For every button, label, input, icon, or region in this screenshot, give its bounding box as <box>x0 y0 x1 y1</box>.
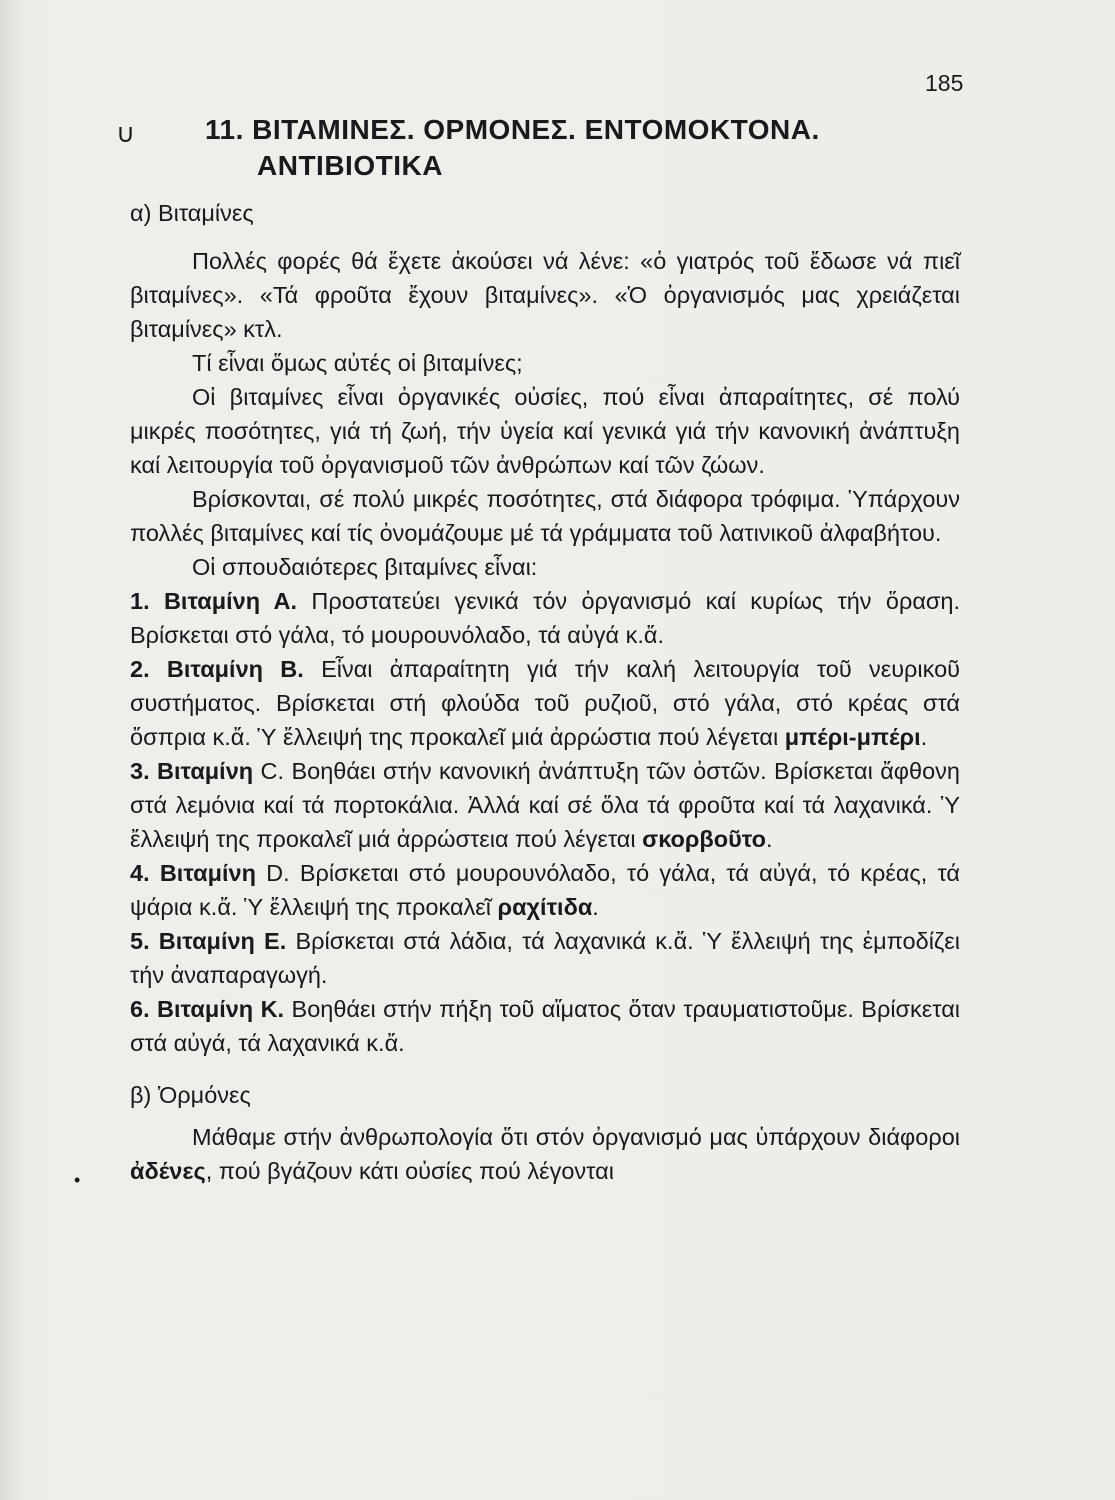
list-item <box>130 856 960 924</box>
margin-bullet: • <box>74 1170 81 1190</box>
chapter-title-line-1: 11. ΒΙΤΑΜΙΝΕΣ. ΟΡΜΟΝΕΣ. ΕΝΤΟΜΟΚΤΟΝΑ. <box>205 114 820 145</box>
paragraph <box>130 1120 960 1188</box>
paragraph: Οἱ σπουδαιότερες βιταμίνες εἶναι: <box>192 554 538 580</box>
paragraph: Οἱ βιταμίνες εἶναι ὀργανικές οὐσίες, πού εἶναι ἀπαραίτητες, σέ πολύ μικρές ποσότητες, γιά τή ζωή, τήν ὑγεία καί γενικά γιά τήν κανονική ἀνάπτυξη καί λειτουργία τοῦ ὀργανισμοῦ τῶν ἀνθρώπων καί τῶν ζώων. <box>130 384 960 478</box>
page-content <box>130 196 960 1188</box>
list-item-letter: C. <box>260 758 285 784</box>
list-item-text-end: . <box>766 826 773 852</box>
bold-term: ἀδένες <box>130 1158 206 1184</box>
paragraph: Βρίσκονται, σέ πολύ μικρές ποσότητες, στά διάφορα τρόφιμα. Ὑπάρχουν πολλές βιταμίνες καί τίς ὀνομάζουμε μέ τά γράμματα τοῦ λατινικοῦ ἀλφαβήτου. <box>130 486 960 546</box>
list-item-number: 5. <box>130 928 150 954</box>
chapter-title <box>205 112 820 184</box>
list-item-label: Βιταμίνη Κ. <box>157 996 285 1022</box>
section-heading-hormones: β) Ὁρμόνες <box>130 1082 251 1108</box>
list-item-number: 2. <box>130 656 150 682</box>
list-item-text: Βρίσκεται στά λάδια, τά λαχανικά κ.ἄ. Ὑ ἔλλειψή της ἐμποδίζει τήν ἀναπαραγωγή. <box>130 928 960 988</box>
list-item-text-end: . <box>592 894 599 920</box>
list-item-label: Βιταμίνη <box>157 758 254 784</box>
list-item-bold-term: μπέρι-μπέρι <box>784 724 921 750</box>
list-item <box>130 924 960 992</box>
list-item-label: Βιταμίνη Ε. <box>158 928 287 954</box>
list-item-text: Προστατεύει γενικά τόν ὀργανισμό καί κυρίως τήν ὅραση. Βρίσκεται στό γάλα, τό μουρουνόλαδο, τά αὐγά κ.ἄ. <box>130 588 961 648</box>
list-item-number: 6. <box>130 996 150 1022</box>
page-number: 185 <box>925 70 964 96</box>
chapter-title-line-2: ΑΝΤΙΒΙΟΤΙΚΑ <box>257 150 443 181</box>
list-item-number: 1. <box>130 588 150 614</box>
paragraph: Τί εἶναι ὅμως αὐτές οἱ βιταμίνες; <box>192 350 523 376</box>
list-item-text-end: . <box>920 724 928 750</box>
margin-mark: ∪ <box>116 118 136 148</box>
list-item <box>130 584 960 652</box>
section-heading-vitamins: α) Βιταμίνες <box>130 200 254 226</box>
paragraph: Πολλές φορές θά ἔχετε ἀκούσει νά λένε: «ὁ γιατρός τοῦ ἔδωσε νά πιεῖ βιταμίνες». «Τά φροῦτα ἔχουν βιταμίνες». «Ὁ ὀργανισμός μας χρειάζεται βιταμίνες» κτλ. <box>130 248 960 342</box>
list-item-label: Βιταμίνη Β. <box>166 656 304 682</box>
list-item-bold-term: σκορβοῦτο <box>642 826 766 852</box>
paragraph-text: Μάθαμε στήν ἀνθρωπολογία ὅτι στόν ὀργανισμό μας ὑπάρχουν διάφοροι <box>192 1124 960 1150</box>
list-item-label: Βιταμίνη Α. <box>163 588 298 614</box>
list-item <box>130 992 960 1060</box>
list-item-label: Βιταμίνη <box>159 860 256 886</box>
list-item <box>130 754 960 856</box>
list-item-letter: D. <box>266 860 290 886</box>
list-item-text: Βρίσκεται στό μουρουνόλαδο, τό γάλα, τά αὐγά, τό κρέας, τά ψάρια κ.ἄ. Ὑ ἔλλειψή της προκαλεῖ <box>130 860 960 920</box>
list-item-text: Εἶναι ἀπαραίτητη γιά τήν καλή λειτουργία τοῦ νευρικοῦ συστήματος. Βρίσκεται στή φλούδα τοῦ ρυζιοῦ, στό γάλα, στό κρέας στά ὄσπρια κ.ἄ. Ὑ ἔλλειψή της προκαλεῖ μιά ἀρρώστια πού λέγεται <box>130 656 961 750</box>
list-item-text: Βοηθάει στήν κανονική ἀνάπτυξη τῶν ὀστῶν. Βρίσκεται ἄφθονη στά λεμόνια καί τά πορτοκάλια. Ἀλλά καί σέ ὅλα τά φροῦτα καί τά λαχανικά. Ὑ ἔλλειψή της προκαλεῖ μιά ἀρρώστεια πού λέγεται <box>130 758 960 852</box>
list-item-text: Βοηθάει στήν πήξη τοῦ αἵματος ὅταν τραυματιστοῦμε. Βρίσκεται στά αὐγά, τά λαχανικά κ.ἄ. <box>130 996 961 1056</box>
list-item-bold-term: ραχίτιδα <box>497 894 593 920</box>
list-item <box>130 652 960 754</box>
paragraph-text-end: , πού βγάζουν κάτι οὐσίες πού λέγονται <box>205 1158 614 1184</box>
list-item-number: 3. <box>130 758 150 784</box>
list-item-number: 4. <box>130 860 150 886</box>
